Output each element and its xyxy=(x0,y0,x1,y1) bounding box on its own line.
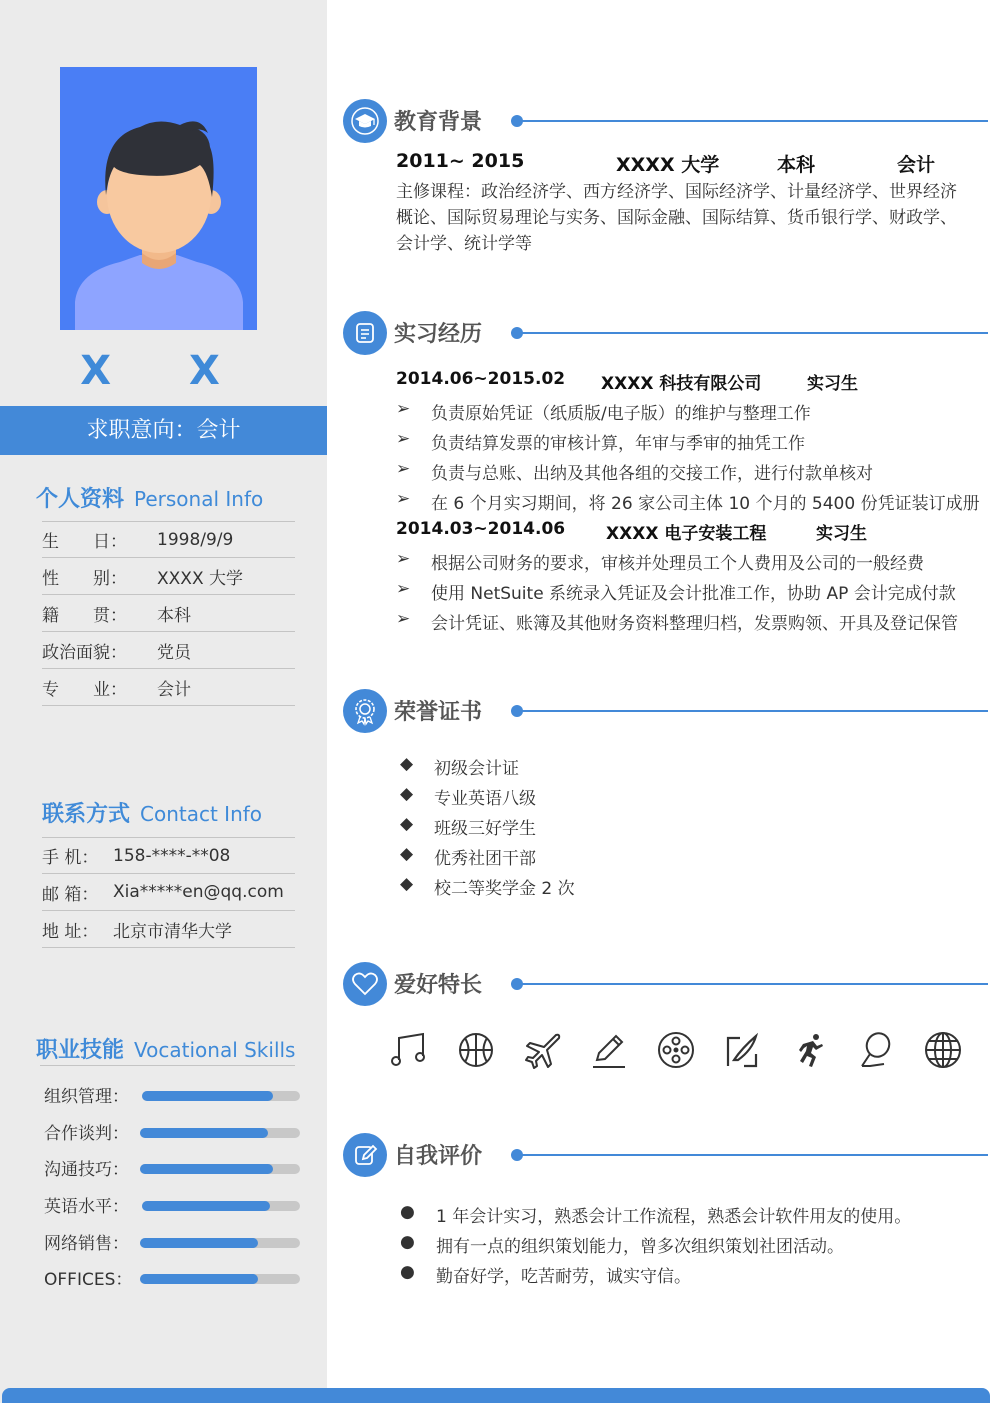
list-item-text: 使用 NetSuite 系统录入凭证及会计批准工作，协助 AP 会计完成付款 xyxy=(431,584,956,604)
skills-title-en: Vocational Skills xyxy=(134,1038,296,1062)
address-value: 北京市清华大学 xyxy=(113,921,232,942)
personal-info-row xyxy=(42,632,295,669)
skills-title-cn: 职业技能 xyxy=(36,1038,125,1063)
bullet-marker: ● xyxy=(400,1262,415,1282)
skill-bar-fill xyxy=(140,1164,273,1174)
skill-label: 网络销售： xyxy=(44,1234,129,1254)
bullet-marker: ● xyxy=(400,1202,415,1222)
skill-row xyxy=(44,1082,304,1106)
skill-row xyxy=(44,1229,304,1253)
skill-row xyxy=(44,1192,304,1216)
skills-title xyxy=(36,1033,295,1064)
field-label: 政治面貌： xyxy=(42,642,127,663)
personal-info-row xyxy=(42,558,295,595)
contact-info-title-cn: 联系方式 xyxy=(42,802,131,827)
skills-divider xyxy=(40,1065,295,1066)
honor-text: 优秀社团干部 xyxy=(434,849,536,869)
badminton-icon xyxy=(856,1030,896,1070)
personal-info-row xyxy=(42,669,295,706)
arrow-marker: ➢ xyxy=(396,549,411,569)
skill-label: 合作谈判： xyxy=(44,1124,129,1144)
phone-value: 158-****-**08 xyxy=(113,845,231,866)
internship-header xyxy=(343,311,988,355)
field-label: 性 别： xyxy=(42,568,127,589)
field-value: 本科 xyxy=(157,605,191,626)
skill-bar xyxy=(140,1274,300,1284)
graduation-cap-icon xyxy=(343,99,387,143)
basketball-icon xyxy=(456,1030,496,1070)
personal-info-row xyxy=(42,521,295,558)
self-eval-text: 拥有一点的组织策划能力，曾多次组织策划社团活动。 xyxy=(436,1237,844,1257)
award-badge-icon xyxy=(343,689,387,733)
skill-row xyxy=(44,1155,304,1179)
arrow-marker: ➢ xyxy=(396,459,411,479)
personal-info-title xyxy=(36,482,263,513)
job-company: XXXX 科技有限公司 xyxy=(601,374,762,394)
honors-title: 荣誉证书 xyxy=(394,700,483,725)
candidate-name: X X xyxy=(80,348,252,394)
header-line xyxy=(519,332,988,334)
list-item-text: 负责结算发票的审核计算，年审与季审的抽凭工作 xyxy=(431,434,805,454)
skill-bar-fill xyxy=(140,1238,258,1248)
job-role: 实习生 xyxy=(807,374,858,394)
contact-info-title xyxy=(42,797,262,828)
field-value: XXXX 大学 xyxy=(157,568,243,589)
skill-bar xyxy=(142,1091,300,1101)
job-period: 2014.03~2014.06 xyxy=(396,519,566,539)
contact-info-list xyxy=(42,837,295,948)
education-school: XXXX 大学 xyxy=(616,154,720,176)
skill-bar-fill xyxy=(142,1091,273,1101)
field-label: 邮 箱： xyxy=(42,884,99,905)
film-reel-icon xyxy=(656,1030,696,1070)
skill-bar-fill xyxy=(142,1201,270,1211)
list-item-text: 会计凭证、账簿及其他财务资料整理归档，发票购领、开具及登记保管 xyxy=(431,614,958,634)
honor-text: 专业英语八级 xyxy=(434,789,536,809)
diamond-marker: ◆ xyxy=(400,844,414,864)
hobbies-header xyxy=(343,962,988,1006)
skill-label: 英语水平： xyxy=(44,1197,129,1217)
honors-header xyxy=(343,689,988,733)
list-item-text: 在 6 个月实习期间，将 26 家公司主体 10 个月的 5400 份凭证装订成册 xyxy=(431,494,980,514)
personal-info-title-cn: 个人资料 xyxy=(36,487,125,512)
field-label: 生 日： xyxy=(42,532,127,552)
arrow-marker: ➢ xyxy=(396,429,411,449)
airplane-icon xyxy=(522,1030,562,1070)
personal-info-row xyxy=(42,595,295,632)
contact-info-row xyxy=(42,837,295,874)
job-role: 实习生 xyxy=(816,524,867,544)
heart-icon xyxy=(343,962,387,1006)
self-eval-title: 自我评价 xyxy=(394,1144,483,1169)
header-line xyxy=(519,983,988,985)
arrow-marker: ➢ xyxy=(396,399,411,419)
skill-row xyxy=(44,1265,304,1289)
globe-icon xyxy=(923,1030,963,1070)
arrow-marker: ➢ xyxy=(396,579,411,599)
contact-info-row xyxy=(42,911,295,948)
email-value: Xia*****en@qq.com xyxy=(113,882,284,902)
skill-bar-fill xyxy=(140,1128,268,1138)
running-icon xyxy=(789,1030,829,1070)
skill-bar xyxy=(140,1238,300,1248)
personal-info-title-en: Personal Info xyxy=(134,487,264,511)
footer-bar xyxy=(2,1388,990,1403)
field-value: 1998/9/9 xyxy=(157,529,234,550)
skill-bar xyxy=(142,1201,300,1211)
diamond-marker: ◆ xyxy=(400,754,414,774)
document-icon xyxy=(343,311,387,355)
field-label: 籍 贯： xyxy=(42,605,127,626)
self-eval-text: 1 年会计实习，熟悉会计工作流程，熟悉会计软件用友的使用。 xyxy=(436,1207,912,1227)
education-period: 2011~ 2015 xyxy=(396,150,525,172)
education-degree: 本科 xyxy=(777,154,816,176)
self-eval-header xyxy=(343,1133,988,1177)
honor-text: 校二等奖学金 2 次 xyxy=(434,879,575,899)
education-courses: 主修课程：政治经济学、西方经济学、国际经济学、计量经济学、世界经济概论、国际贸易理论与实务、国际金融、国际结算、货币银行学、财政学、会计学、统计学等 xyxy=(396,182,957,254)
diamond-marker: ◆ xyxy=(400,874,414,894)
pencil-icon xyxy=(589,1030,629,1070)
writing-icon xyxy=(722,1030,762,1070)
header-line xyxy=(519,710,988,712)
education-major: 会计 xyxy=(897,154,936,176)
field-label: 手 机： xyxy=(42,848,99,868)
field-label: 专 业： xyxy=(42,679,127,700)
skill-bar xyxy=(140,1128,300,1138)
avatar xyxy=(60,67,257,330)
skill-row xyxy=(44,1119,304,1143)
honor-text: 班级三好学生 xyxy=(434,819,536,839)
field-label: 地 址： xyxy=(42,921,99,942)
skill-bar xyxy=(140,1164,300,1174)
job-company: XXXX 电子安装工程 xyxy=(606,524,767,544)
edit-note-icon xyxy=(343,1133,387,1177)
field-value: 党员 xyxy=(157,642,191,663)
job-intent-banner: 求职意向：会计 xyxy=(0,406,327,455)
contact-info-row xyxy=(42,874,295,911)
list-item-text: 负责原始凭证（纸质版/电子版）的维护与整理工作 xyxy=(431,404,811,424)
skill-label: OFFICES： xyxy=(44,1270,133,1290)
bullet-marker: ● xyxy=(400,1232,415,1252)
job-period: 2014.06~2015.02 xyxy=(396,369,566,389)
contact-info-title-en: Contact Info xyxy=(140,802,263,826)
list-item-text: 负责与总账、出纳及其他各组的交接工作，进行付款单核对 xyxy=(431,464,873,484)
education-header xyxy=(343,99,988,143)
skill-label: 组织管理： xyxy=(44,1087,129,1107)
header-line xyxy=(519,120,988,122)
diamond-marker: ◆ xyxy=(400,784,414,804)
sidebar xyxy=(0,0,327,1403)
internship-title: 实习经历 xyxy=(394,322,483,347)
list-item-text: 根据公司财务的要求，审核并处理员工个人费用及公司的一般经费 xyxy=(431,554,924,574)
field-value: 会计 xyxy=(157,679,191,700)
avatar-illustration xyxy=(60,67,257,330)
honor-text: 初级会计证 xyxy=(434,759,519,779)
education-title: 教育背景 xyxy=(394,110,483,135)
arrow-marker: ➢ xyxy=(396,489,411,509)
personal-info-list xyxy=(42,521,295,706)
diamond-marker: ◆ xyxy=(400,814,414,834)
skill-label: 沟通技巧： xyxy=(44,1160,129,1180)
skill-bar-fill xyxy=(140,1274,258,1284)
hobbies-title: 爱好特长 xyxy=(394,973,483,998)
music-note-icon xyxy=(389,1030,429,1070)
self-eval-text: 勤奋好学，吃苦耐劳，诚实守信。 xyxy=(436,1267,691,1287)
header-line xyxy=(519,1154,988,1156)
arrow-marker: ➢ xyxy=(396,609,411,629)
